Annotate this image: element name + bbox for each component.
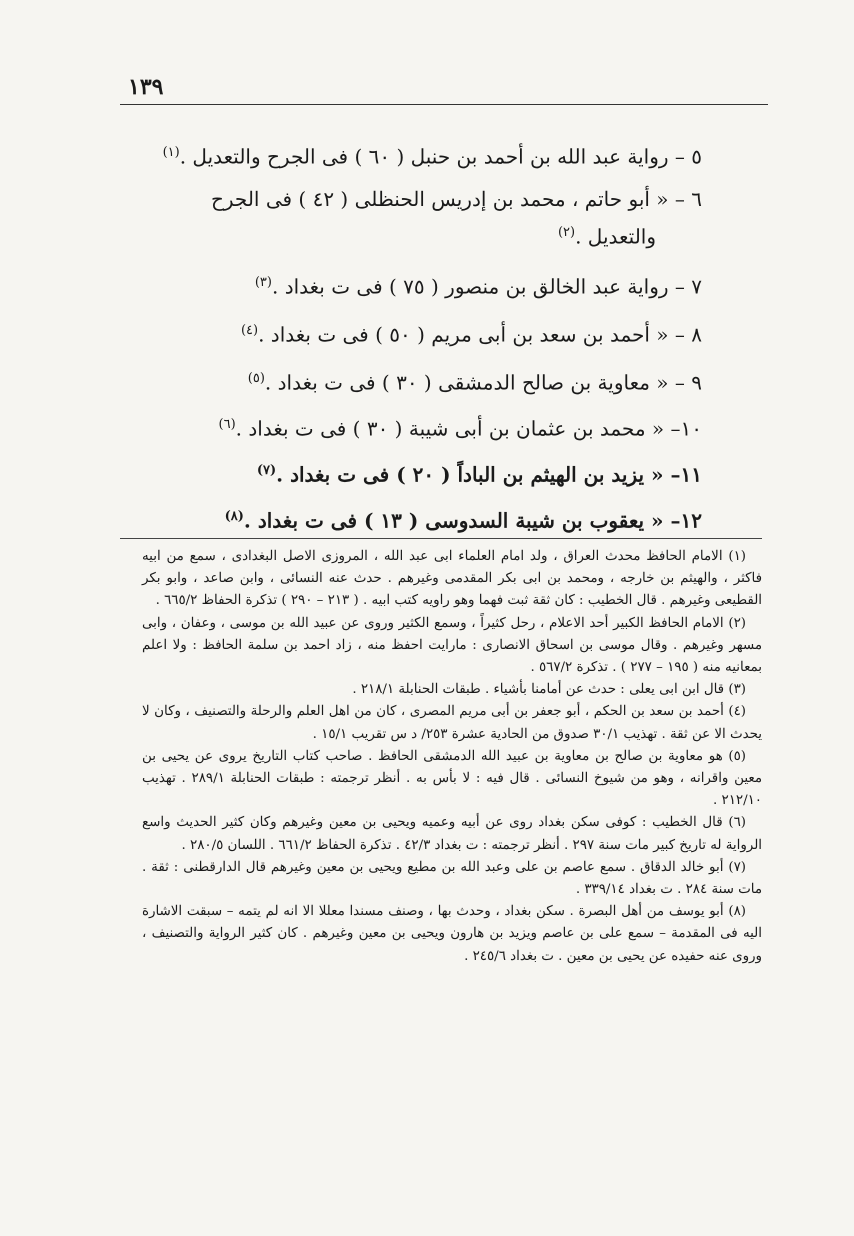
entry-text: ٦ – « أبو حاتم ، محمد بن إدريس الحنظلى ( ٤٢ ) فى الجرح <box>210 187 702 211</box>
footnote: (٢) الامام الحافظ الكبير أحد الاعلام ، رحل كثيراً ، وسمع الكثير وروى عن عبيد الله بن موسى ، وعفان ، وابى مسهر وغيرهم . وقال موسى بن اسحاق الانصارى : مارايت احفظ منه ، زاد احمد بن سلمة الحافظ : ولا اعلم بمعانيه منه ( ١٩٥ – ٢٧٧ ) . تذكرة ٥٦٧/٢ . <box>142 615 762 676</box>
footnote-divider <box>120 538 762 539</box>
footnote-ref: (٤) <box>240 323 259 338</box>
footnote-ref: (٧) <box>256 463 277 478</box>
entry-text: ١٠– « محمد بن عثمان بن أبى شيبة ( ٣٠ ) فى ت بغداد . <box>235 416 702 441</box>
footnote: (٨) أبو يوسف من أهل البصرة . سكن بغداد ، وحدث بها ، وصنف مسندا معللا الا انه لم يتمه – سبقت الاشارة اليه فى المقدمة – سمع على بن عاصم ويزيد بن هارون ويحيى بن معين وغيرهم . كان كثير الرواية والتصنيف ، وروى عنه حفيده عن يحيى بن معين . ت بغداد ٢٤٥/٦ . <box>142 904 762 964</box>
footnote: (٣) قال ابن ابى يعلى : حدث عن أمامنا بأشياء . طبقات الحنابلة ٢١٨/١ . <box>352 682 746 698</box>
footnote: (٧) أبو خالد الدقاق . سمع عاصم بن على وعبد الله بن مطيع ويحيى بن معين وغيرهم قال الدارقطنى : ثقة . مات سنة ٢٨٤ . ت بغداد ٣٣٩/١٤ . <box>142 859 762 898</box>
entry-text: ٥ – رواية عبد الله بن أحمد بن حنبل ( ٦٠ ) فى الجرح والتعديل . <box>179 144 702 169</box>
footnote-ref: (٣) <box>254 275 272 290</box>
list-item <box>248 362 702 400</box>
entry-continuation: والتعديل . <box>575 224 656 249</box>
footnote: (٥) هو معاوية بن صالح بن معاوية بن عبيد الله الدمشقى الحافظ . صاحب كتاب التاريخ يروى عن يحيى بن معين واقرانه ، وهو من شيوخ النسائى . قال فيه : لا بأس به . أنظر ترجمته : طبقات الحنابلة ٢٨٩/١ . تهذيب ٢١٢/١٠ . <box>142 748 762 809</box>
footnote: (١) الامام الحافظ محدث العراق ، ولد امام العلماء ابى عبد الله ، المروزى الاصل البغدادى ، سمع من ابيه فاكثر ، والهيثم بن خارجه ، ومحمد بن ابى بكر المقدمى وغيرهم . حدث عنه النسائى ، وابن صاعد ، وابو بكر القطيعى وغيرهم . قال الخطيب : كان ثقة ثبت فهما وهو راويه كتب ابيه . ( ٢١٣ – ٢٩٠ ) تذكرة الحفاظ ٦٦٥/٢ . <box>142 549 762 609</box>
list-item <box>241 314 702 352</box>
header-rule <box>120 104 768 105</box>
footnote: (٤) أحمد بن سعد بن الحكم ، أبو جعفر بن أبى مريم المصرى ، كان من اهل العلم والرحلة والتصنيف ، وكان لا يحدث الا عن ثقة . تهذيب ٣٠/١ صدوق من الحادية عشرة ٢٥٣/ د س تقريب ١٥/١ . <box>142 704 762 742</box>
footnotes <box>142 546 762 968</box>
footnote-ref: (٦) <box>218 417 236 432</box>
list-item <box>163 136 702 174</box>
list-item <box>255 266 702 304</box>
footnote-ref: (٨) <box>224 509 244 524</box>
list-item <box>211 182 702 254</box>
entry-text: ٨ – « أحمد بن سعد بن أبى مريم ( ٥٠ ) فى ت بغداد . <box>258 322 702 347</box>
footnote-ref: (٢) <box>557 225 576 240</box>
footnote: (٦) قال الخطيب : كوفى سكن بغداد روى عن أبيه وعميه ويحيى بن معين وغيرهم وكان كثير الحديث واسع الرواية له تاريخ كبير مات سنة ٢٩٧ . أنظر ترجمته : ت بغداد ٤٢/٣ . تذكرة الحفاظ ٦٦١/٢ . اللسان ٢٨٠/٥ . <box>142 815 762 853</box>
entry-text: ١٢– « يعقوب بن شيبة السدوسى ( ١٣ ) فى ت بغداد . <box>243 508 702 533</box>
list-item <box>219 408 702 446</box>
list-item <box>257 454 702 492</box>
footnote-ref: (٥) <box>247 371 265 386</box>
entry-text: ١١– « يزيد بن الهيثم بن الباداً ( ٢٠ ) فى ت بغداد . <box>276 462 702 487</box>
entry-text: ٧ – رواية عبد الخالق بن منصور ( ٧٥ ) فى ت بغداد . <box>271 274 702 299</box>
list-item <box>225 500 702 538</box>
entry-text: ٩ – « معاوية بن صالح الدمشقى ( ٣٠ ) فى ت بغداد . <box>264 370 702 395</box>
footnote-ref: (١) <box>162 145 180 160</box>
page-number: ١٣٩ <box>128 74 164 100</box>
